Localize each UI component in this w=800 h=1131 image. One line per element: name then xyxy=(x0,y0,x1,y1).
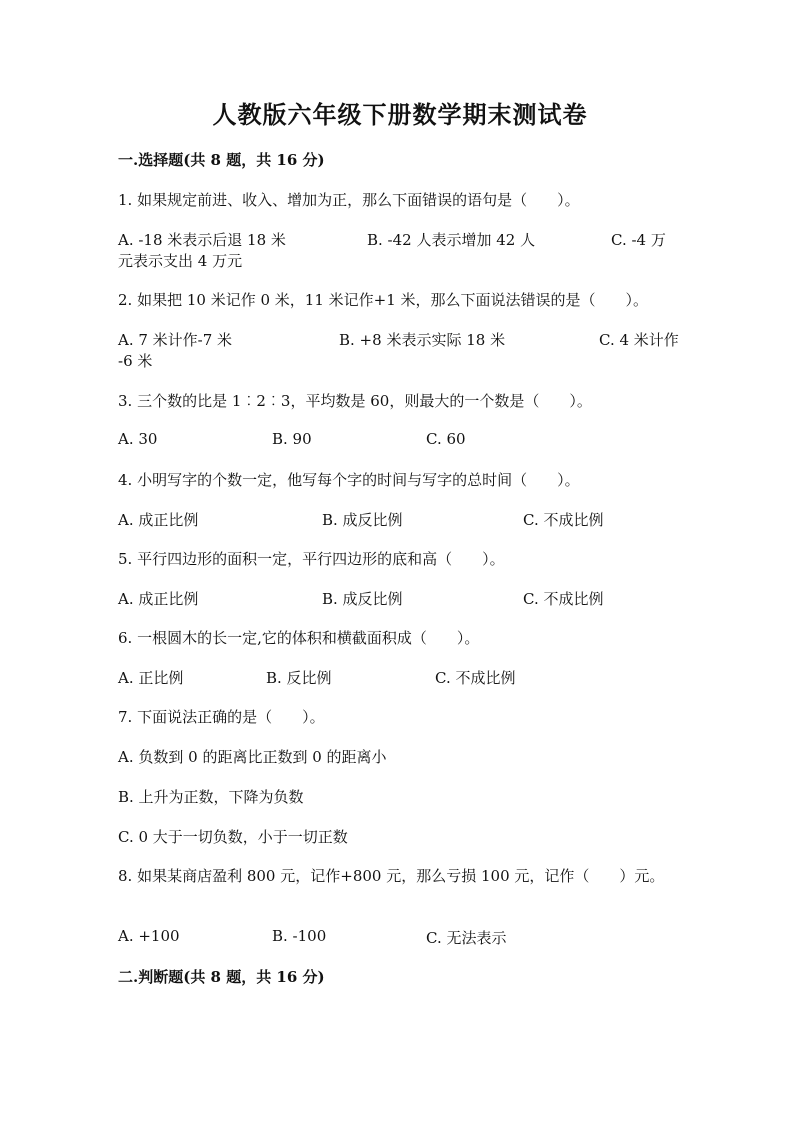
question-8-option-a: A. +100 xyxy=(118,927,180,945)
question-1-option-b: B. -42 人表示增加 42 人 xyxy=(367,231,536,249)
section-heading-choice: 一.选择题(共 8 题，共 16 分) xyxy=(118,151,325,169)
question-5-stem: 5. 平行四边形的面积一定，平行四边形的底和高（ ）。 xyxy=(118,550,505,568)
question-2-option-c: C. 4 米计作 xyxy=(599,331,679,349)
question-8-stem: 8. 如果某商店盈利 800 元，记作+800 元，那么亏损 100 元，记作（ ）元。 xyxy=(118,867,665,885)
question-6-option-a: A. 正比例 xyxy=(118,669,184,687)
question-3-option-a: A. 30 xyxy=(118,430,158,448)
question-7-option-c: C. 0 大于一切负数，小于一切正数 xyxy=(118,828,348,846)
question-2-stem: 2. 如果把 10 米记作 0 米，11 米记作+1 米，那么下面说法错误的是（ ）。 xyxy=(118,291,649,309)
question-4-option-b: B. 成反比例 xyxy=(322,511,403,529)
question-3-option-b: B. 90 xyxy=(272,430,312,448)
question-1-stem: 1. 如果规定前进、收入、增加为正，那么下面错误的语句是（ ）。 xyxy=(118,191,580,209)
question-2-option-c-wrap: -6 米 xyxy=(118,352,153,370)
section-heading-judge: 二.判断题(共 8 题，共 16 分) xyxy=(118,968,325,986)
question-8-option-b: B. -100 xyxy=(272,927,327,945)
question-5-option-a: A. 成正比例 xyxy=(118,590,199,608)
question-6-option-b: B. 反比例 xyxy=(266,669,332,687)
question-1-option-c: C. -4 万 xyxy=(611,231,666,249)
question-5-option-b: B. 成反比例 xyxy=(322,590,403,608)
question-7-option-a: A. 负数到 0 的距离比正数到 0 的距离小 xyxy=(118,748,387,766)
question-7-option-b: B. 上升为正数，下降为负数 xyxy=(118,788,304,806)
page-title: 人教版六年级下册数学期末测试卷 xyxy=(212,100,588,129)
question-4-option-a: A. 成正比例 xyxy=(118,511,199,529)
question-2-option-b: B. +8 米表示实际 18 米 xyxy=(339,331,506,349)
question-1-option-c-wrap: 元表示支出 4 万元 xyxy=(118,252,243,270)
question-8-option-c: C. 无法表示 xyxy=(426,929,507,947)
question-7-stem: 7. 下面说法正确的是（ ）。 xyxy=(118,708,325,726)
question-4-stem: 4. 小明写字的个数一定，他写每个字的时间与写字的总时间（ ）。 xyxy=(118,471,580,489)
question-3-option-c: C. 60 xyxy=(426,430,466,448)
question-6-stem: 6. 一根圆木的长一定,它的体积和横截面积成（ ）。 xyxy=(118,629,480,647)
question-3-stem: 3. 三个数的比是 1︰2︰3，平均数是 60，则最大的一个数是（ ）。 xyxy=(118,392,592,410)
question-6-option-c: C. 不成比例 xyxy=(435,669,516,687)
question-5-option-c: C. 不成比例 xyxy=(523,590,604,608)
question-4-option-c: C. 不成比例 xyxy=(523,511,604,529)
question-1-option-a: A. -18 米表示后退 18 米 xyxy=(118,231,286,249)
question-2-option-a: A. 7 米计作-7 米 xyxy=(118,331,233,349)
